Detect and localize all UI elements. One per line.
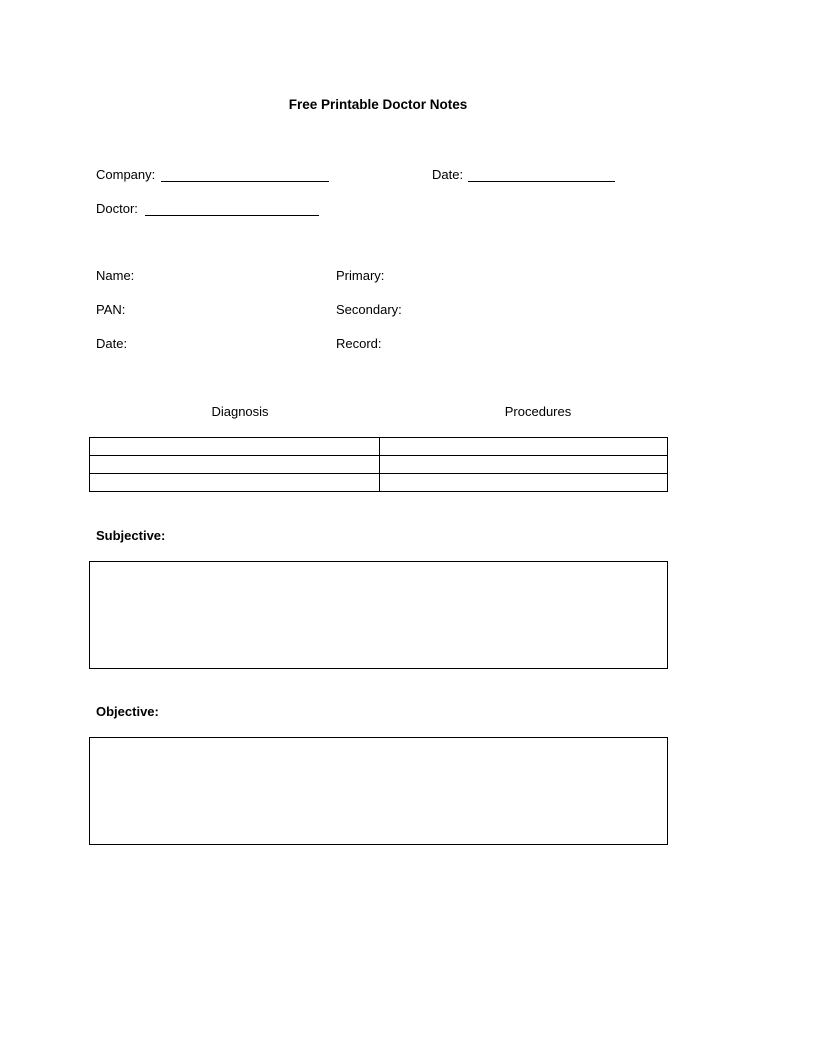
table-row	[90, 474, 668, 492]
doctor-blank-line[interactable]	[145, 215, 319, 216]
objective-label: Objective:	[96, 704, 159, 719]
record-label: Record:	[336, 336, 382, 351]
diagnosis-procedures-table	[89, 437, 668, 492]
procedures-cell[interactable]	[380, 474, 668, 492]
company-label: Company:	[96, 167, 156, 182]
subjective-label: Subjective:	[96, 528, 166, 543]
pan-label: PAN:	[96, 302, 126, 317]
procedures-header: Procedures	[504, 404, 572, 419]
header-date-blank-line[interactable]	[468, 181, 615, 182]
table-row	[90, 456, 668, 474]
name-label: Name:	[96, 268, 135, 283]
doctor-label: Doctor:	[96, 201, 138, 216]
table-row	[90, 438, 668, 456]
primary-label: Primary:	[336, 268, 385, 283]
diagnosis-cell[interactable]	[90, 474, 380, 492]
diagnosis-header: Diagnosis	[211, 404, 269, 419]
secondary-label: Secondary:	[336, 302, 402, 317]
patient-date-label: Date:	[96, 336, 128, 351]
procedures-cell[interactable]	[380, 456, 668, 474]
header-date-label: Date:	[432, 167, 464, 182]
diagnosis-cell[interactable]	[90, 456, 380, 474]
diagnosis-cell[interactable]	[90, 438, 380, 456]
subjective-box[interactable]	[89, 561, 668, 669]
company-blank-line[interactable]	[161, 181, 329, 182]
procedures-cell[interactable]	[380, 438, 668, 456]
page-title: Free Printable Doctor Notes	[288, 97, 468, 112]
objective-box[interactable]	[89, 737, 668, 845]
